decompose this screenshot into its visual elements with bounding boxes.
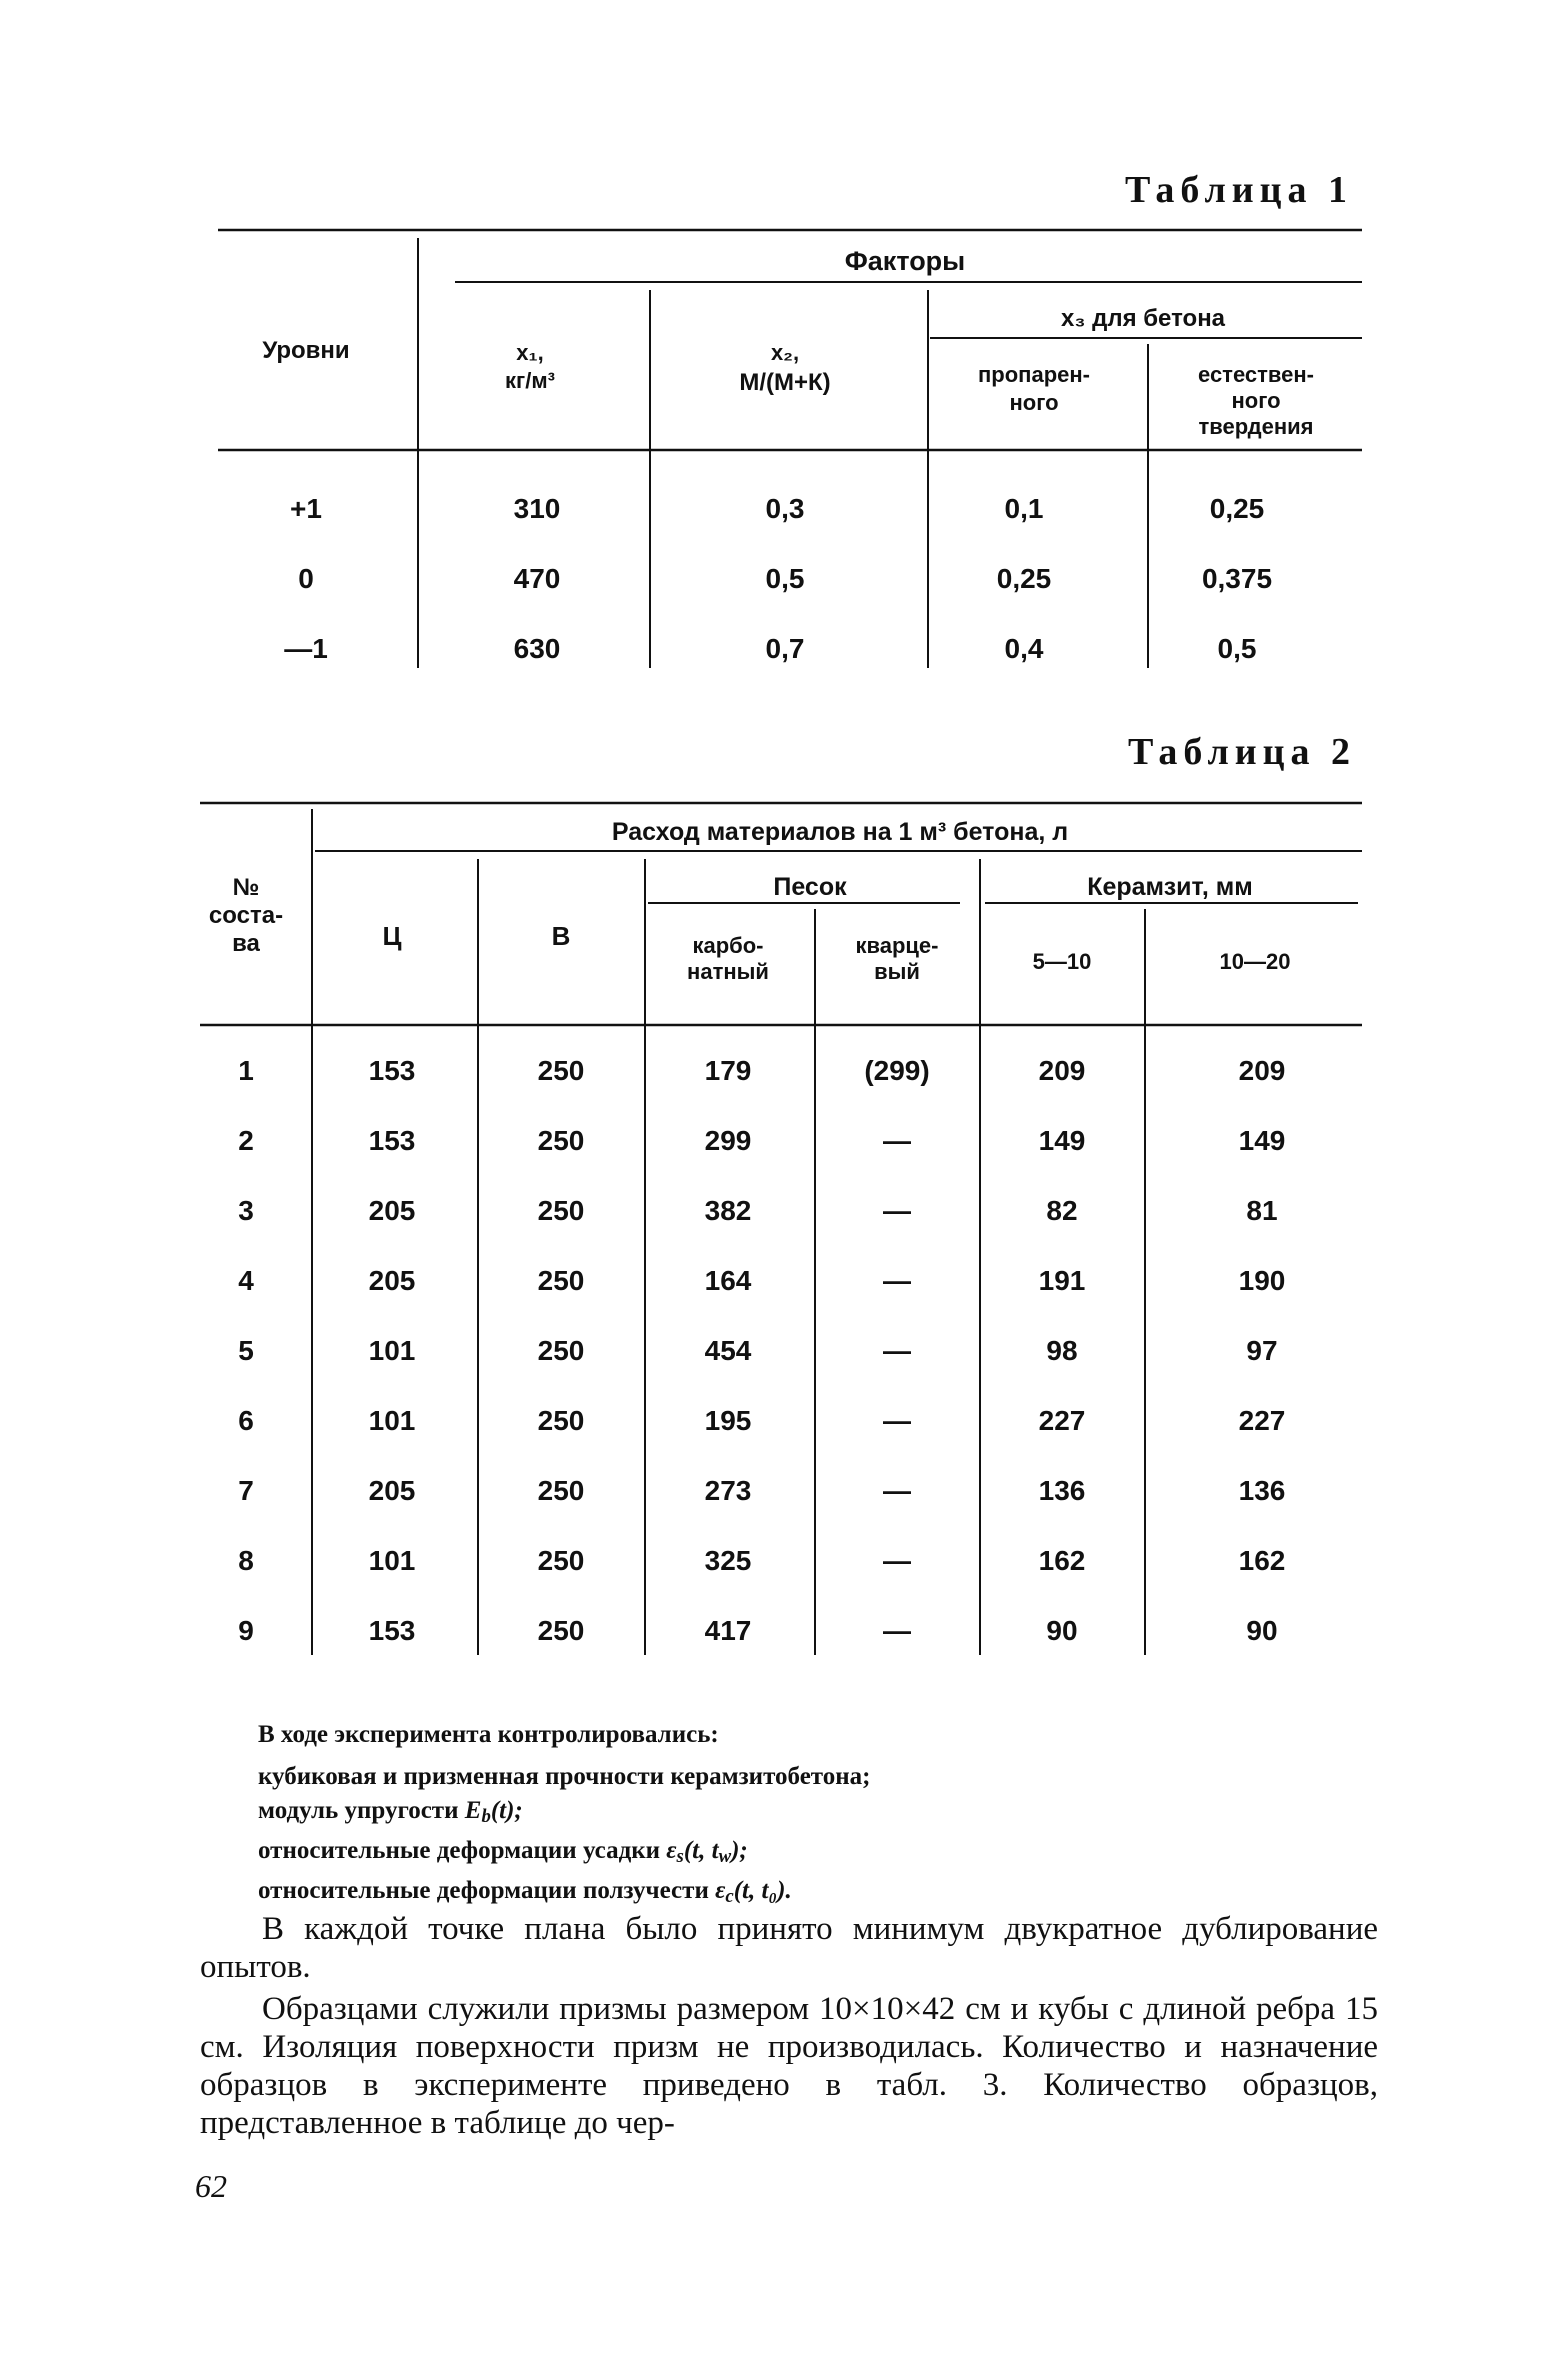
table2-cell-r2-keramzit-5-10: 149 (1038, 1125, 1086, 1156)
notes-item-strength: кубиковая и призменная прочности керамзитобетона; (258, 1763, 871, 1790)
table2-cell-r9-num: 9 (238, 1615, 254, 1646)
table2-cell-r1-num: 1 (238, 1055, 254, 1086)
table2-cell-r6-keramzit-5-10: 227 (1038, 1405, 1086, 1436)
table1-cell-r3-x2: 0,7 (765, 633, 805, 664)
table2-cell-r6-keramzit-10-20: 227 (1238, 1405, 1286, 1436)
table2-cell-r6-water: 250 (537, 1405, 585, 1436)
table2-cell-r7-keramzit-5-10: 136 (1038, 1475, 1086, 1506)
table2-caption: Таблица 2 (1128, 731, 1357, 773)
table2-cell-r1-sand-carb: 179 (704, 1055, 752, 1086)
shrinkage-subscript: s (676, 1845, 684, 1867)
notes-block (258, 1718, 1378, 1913)
table2-cell-r3-keramzit-10-20: 81 (1246, 1195, 1278, 1226)
table2-cell-r5-num: 5 (238, 1335, 254, 1366)
table2-cell-r8-cement: 101 (368, 1545, 416, 1576)
modulus-symbol: E (464, 1797, 482, 1824)
table2-cell-r1-cement: 153 (368, 1055, 416, 1086)
table1-body (284, 493, 1272, 664)
x3a-header-1: пропарен- (978, 362, 1090, 387)
table2-cell-r5-keramzit-10-20: 97 (1246, 1335, 1278, 1366)
table1-cell-r2-x2: 0,5 (765, 563, 805, 594)
table1-cell-r1-x1: 310 (513, 493, 561, 524)
table2-cell-r8-keramzit-10-20: 162 (1238, 1545, 1286, 1576)
keramzit-header: Керамзит, мм (1087, 873, 1253, 901)
modulus-subscript: b (481, 1805, 491, 1827)
sand-a-header-1: карбо- (692, 933, 764, 958)
table2-cell-r7-num: 7 (238, 1475, 254, 1506)
table1 (0, 220, 1559, 680)
table1-cell-r3-x1: 630 (513, 633, 561, 664)
table2-cell-r4-sand-carb: 164 (704, 1265, 752, 1296)
creep-args: (t, t₀). (733, 1876, 792, 1904)
page-number: 62 (195, 2168, 227, 2204)
table2-cell-r9-cement: 153 (368, 1615, 416, 1646)
table2-cell-r5-sand-quartz: — (883, 1335, 911, 1366)
table2-cell-r5-keramzit-5-10: 98 (1046, 1335, 1078, 1366)
table1-cell-r2-x1: 470 (513, 563, 561, 594)
x2-header-unit: М/(М+К) (739, 369, 831, 396)
table2 (0, 795, 1559, 1675)
table2-cell-r3-cement: 205 (368, 1195, 416, 1226)
x3a-header-2: ного (1009, 390, 1059, 415)
table2-cell-r9-sand-quartz: — (883, 1615, 911, 1646)
table1-cell-r1-x3-steamed: 0,1 (1004, 493, 1044, 524)
table2-cell-r3-num: 3 (238, 1195, 254, 1226)
table1-cell-r1-x3-natural: 0,25 (1209, 493, 1265, 524)
table1-cell-r1-level: +1 (290, 493, 322, 524)
shrinkage-end: ); (731, 1836, 748, 1864)
table2-cell-r8-sand-carb: 325 (704, 1545, 752, 1576)
table1-cell-r3-x3-steamed: 0,4 (1004, 633, 1044, 664)
table2-cell-r2-num: 2 (238, 1125, 254, 1156)
keramzit-b-header: 10—20 (1219, 949, 1291, 974)
table2-cell-r4-num: 4 (238, 1265, 254, 1296)
table2-cell-r2-water: 250 (537, 1125, 585, 1156)
table2-cell-r6-num: 6 (238, 1405, 254, 1436)
num-header-1: № (232, 874, 260, 901)
x1-header-unit: кг/м³ (505, 368, 555, 393)
sand-header: Песок (773, 873, 847, 901)
table2-cell-r2-cement: 153 (368, 1125, 416, 1156)
table2-cell-r1-sand-quartz: (299) (864, 1055, 930, 1086)
table2-cell-r7-sand-carb: 273 (704, 1475, 752, 1506)
table2-cell-r9-keramzit-5-10: 90 (1046, 1615, 1078, 1646)
table2-cell-r8-sand-quartz: — (883, 1545, 911, 1576)
table2-cell-r4-cement: 205 (368, 1265, 416, 1296)
modulus-args: (t); (490, 1797, 523, 1824)
table1-cell-r2-level: 0 (298, 563, 314, 594)
table2-cell-r9-keramzit-10-20: 90 (1246, 1615, 1278, 1646)
levels-header: Уровни (262, 337, 350, 364)
shrinkage-arg-subscript: w (718, 1845, 732, 1867)
table2-cell-r7-keramzit-10-20: 136 (1238, 1475, 1286, 1506)
table2-body (238, 1055, 1285, 1646)
table2-cell-r5-cement: 101 (368, 1335, 416, 1366)
creep-subscript: c (725, 1885, 734, 1907)
x1-header-var: x₁, (516, 340, 544, 365)
table1-caption: Таблица 1 (1125, 169, 1354, 211)
keramzit-a-header: 5—10 (1032, 949, 1092, 974)
table2-cell-r7-cement: 205 (368, 1475, 416, 1506)
table2-cell-r1-keramzit-5-10: 209 (1038, 1055, 1086, 1086)
notes-item-modulus-text: модуль упругости (258, 1797, 465, 1824)
shrinkage-symbol: ε (666, 1836, 677, 1864)
table2-cell-r6-sand-carb: 195 (704, 1405, 752, 1436)
num-header-3: ва (232, 930, 260, 957)
notes-item-shrinkage-text: относительные деформации усадки (258, 1836, 667, 1864)
table2-cell-r7-sand-quartz: — (883, 1475, 911, 1506)
table2-cell-r3-sand-carb: 382 (704, 1195, 752, 1226)
w-header: В (551, 921, 571, 951)
table2-cell-r6-sand-quartz: — (883, 1405, 911, 1436)
table2-cell-r3-keramzit-5-10: 82 (1046, 1195, 1078, 1226)
table2-cell-r4-water: 250 (537, 1265, 585, 1296)
table2-cell-r5-sand-carb: 454 (704, 1335, 752, 1366)
notes-item-creep (258, 1874, 1378, 1914)
sand-b-header-2: вый (874, 959, 920, 984)
table2-cell-r1-water: 250 (537, 1055, 585, 1086)
table2-cell-r9-sand-carb: 417 (704, 1615, 752, 1646)
table1-cell-r2-x3-steamed: 0,25 (996, 563, 1052, 594)
table2-cell-r5-water: 250 (537, 1335, 585, 1366)
num-header-2: соста- (208, 902, 284, 929)
consumption-header: Расход материалов на 1 м³ бетона, л (611, 818, 1069, 846)
x3-header: x₃ для бетона (1060, 305, 1226, 332)
shrinkage-args: (t, t (683, 1836, 719, 1864)
table2-cell-r8-keramzit-5-10: 162 (1038, 1545, 1086, 1576)
table2-cell-r3-sand-quartz: — (883, 1195, 911, 1226)
table2-cell-r2-sand-quartz: — (883, 1125, 911, 1156)
table2-cell-r2-sand-carb: 299 (704, 1125, 752, 1156)
sand-a-header-2: натный (687, 959, 769, 984)
table1-cell-r2-x3-natural: 0,375 (1201, 563, 1273, 594)
notes-intro: В ходе эксперимента контролировались: (258, 1721, 719, 1748)
paragraph-specimens: Образцами служили призмы размером 10×10×42 см и кубы с длиной ребра 15 см. Изоляция поверхности призм не производилась. Количество и назначение образцов в эксперименте приведено в табл. 3. Количество образцов, представленное в таблице до чер- (200, 1991, 1378, 2141)
c-header: Ц (382, 921, 402, 951)
creep-symbol: ε (715, 1876, 726, 1904)
table2-cell-r4-keramzit-10-20: 190 (1238, 1265, 1286, 1296)
table2-cell-r8-num: 8 (238, 1545, 254, 1576)
sand-b-header-1: кварце- (855, 933, 939, 958)
table2-cell-r4-keramzit-5-10: 191 (1038, 1265, 1086, 1296)
table1-cell-r3-level: —1 (284, 633, 328, 664)
table1-cell-r3-x3-natural: 0,5 (1217, 633, 1257, 664)
x3b-header-3: твердения (1198, 414, 1314, 439)
table2-cell-r9-water: 250 (537, 1615, 585, 1646)
x2-header-var: x₂, (770, 340, 800, 365)
table2-cell-r1-keramzit-10-20: 209 (1238, 1055, 1286, 1086)
table2-cell-r8-water: 250 (537, 1545, 585, 1576)
x3b-header-2: ного (1231, 388, 1281, 413)
table1-cell-r1-x2: 0,3 (765, 493, 805, 524)
table2-cell-r3-water: 250 (537, 1195, 585, 1226)
notes-item-modulus (258, 1794, 1378, 1834)
x3b-header-1: естествен- (1198, 362, 1314, 387)
table2-cell-r2-keramzit-10-20: 149 (1238, 1125, 1286, 1156)
paragraph-duplication: В каждой точке плана было принято минимум двукратное дублирование опытов. (200, 1911, 1378, 1985)
table2-cell-r4-sand-quartz: — (883, 1265, 911, 1296)
table2-cell-r6-cement: 101 (368, 1405, 416, 1436)
table2-cell-r7-water: 250 (537, 1475, 585, 1506)
notes-item-shrinkage (258, 1834, 1378, 1874)
notes-item-creep-text: относительные деформации ползучести (258, 1876, 716, 1904)
factors-header: Факторы (844, 246, 966, 276)
